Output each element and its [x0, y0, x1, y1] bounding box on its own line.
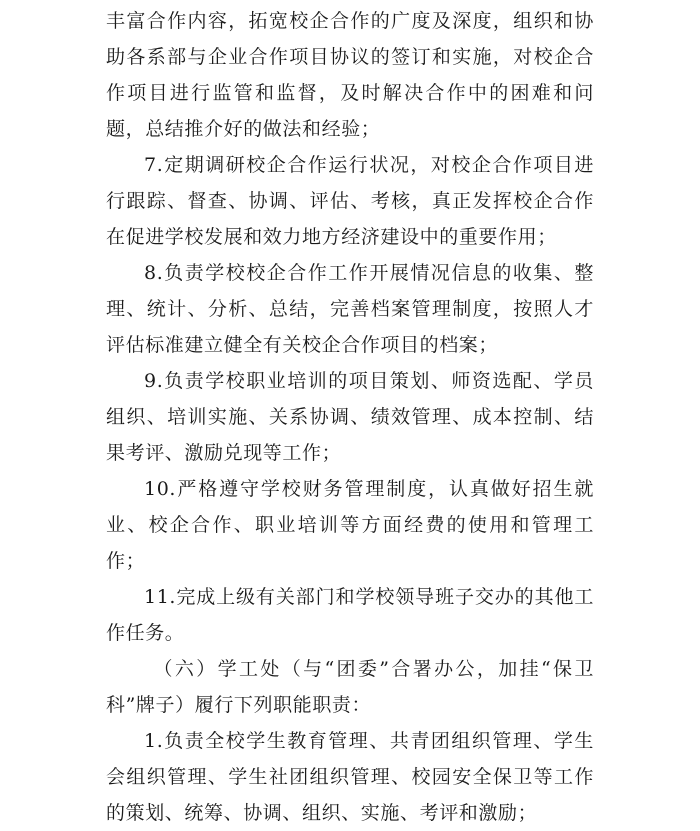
- paragraph-item-10: 10.严格遵守学校财务管理制度，认真做好招生就业、校企合作、职业培训等方面经费的使用和管理工作；: [106, 478, 594, 572]
- paragraph-item-7: 7.定期调研校企合作运行状况，对校企合作项目进行跟踪、督查、协调、评估、考核，真正发挥校企合作在促进学校发展和效力地方经济建设中的重要作用；: [106, 154, 594, 248]
- paragraph-continuation: 丰富合作内容，拓宽校企合作的广度及深度，组织和协助各系部与企业合作项目协议的签订和实施，对校企合作项目进行监管和监督，及时解决合作中的困难和问题，总结推介好的做法和经验；: [106, 10, 594, 140]
- section-heading-6: （六）学工处（与“团委”合署办公，加挂“保卫科”牌子）履行下列职能职责：: [106, 658, 594, 716]
- paragraph-item-1: 1.负责全校学生教育管理、共青团组织管理、学生会组织管理、学生社团组织管理、校园安全保卫等工作的策划、统筹、协调、组织、实施、考评和激励；: [106, 730, 594, 824]
- document-body: [106, 3, 594, 831]
- paragraph-item-11: 11.完成上级有关部门和学校领导班子交办的其他工作任务。: [106, 586, 594, 644]
- paragraph-item-9: 9.负责学校职业培训的项目策划、师资选配、学员组织、培训实施、关系协调、绩效管理、成本控制、结果考评、激励兑现等工作；: [106, 370, 594, 464]
- paragraph-item-8: 8.负责学校校企合作工作开展情况信息的收集、整理、统计、分析、总结，完善档案管理制度，按照人才评估标准建立健全有关校企合作项目的档案；: [106, 262, 594, 356]
